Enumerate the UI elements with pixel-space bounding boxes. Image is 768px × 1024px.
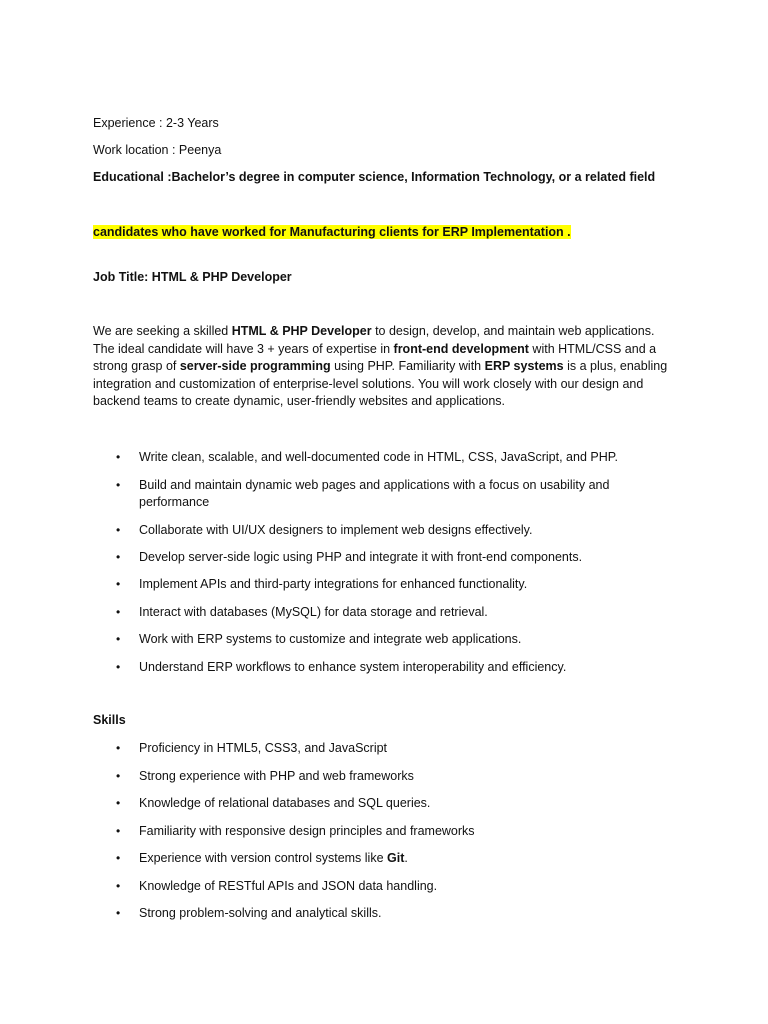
bullet-icon: • bbox=[116, 659, 121, 674]
educational-line: Educational :Bachelor’s degree in computer science, Information Technology, or a related field bbox=[93, 170, 656, 184]
intro-text: strong grasp of bbox=[93, 359, 180, 373]
skill-item-text bbox=[139, 879, 437, 893]
responsibility-item-text bbox=[139, 577, 527, 591]
skill-item-text bbox=[139, 769, 414, 783]
intro-text: The ideal candidate will have 3 + years of expertise in bbox=[93, 341, 394, 356]
skill-item bbox=[93, 740, 653, 758]
responsibility-item-text bbox=[139, 478, 609, 510]
skill-text: Proficiency in HTML5, CSS3, and JavaScript bbox=[139, 741, 388, 755]
bullet-icon: • bbox=[116, 450, 121, 464]
bullet-icon: • bbox=[116, 823, 121, 838]
highlight-note-line bbox=[93, 224, 571, 242]
bullet-icon: • bbox=[116, 741, 121, 755]
intro-text: using PHP. Familiarity with bbox=[330, 359, 485, 373]
work-location-line: Work location : Peenya bbox=[93, 143, 222, 157]
intro-bold-text: ERP systems bbox=[484, 359, 564, 373]
responsibility-text: Build and maintain dynamic web pages and applications with a focus on usability and performance bbox=[139, 477, 610, 509]
skill-text: Knowledge of relational databases and SQL queries. bbox=[139, 796, 431, 810]
intro-text: with HTML/CSS and a bbox=[528, 341, 657, 356]
bullet-icon: • bbox=[116, 577, 121, 591]
intro-bold-text: HTML & PHP Developer bbox=[231, 324, 372, 338]
responsibility-item bbox=[93, 549, 653, 567]
intro-line bbox=[93, 358, 683, 376]
responsibility-text: Interact with databases (MySQL) for data storage and retrieval. bbox=[139, 604, 488, 619]
skill-text: Strong problem-solving and analytical skills. bbox=[139, 905, 382, 920]
intro-line bbox=[93, 376, 683, 394]
responsibility-item-text bbox=[139, 632, 521, 646]
intro-bold-text: server-side programming bbox=[179, 359, 331, 373]
bullet-icon: • bbox=[116, 768, 121, 783]
bullet-icon: • bbox=[116, 522, 121, 537]
responsibility-item-text bbox=[139, 523, 532, 537]
skill-item bbox=[93, 795, 653, 813]
skill-item-text bbox=[139, 741, 387, 755]
highlighted-text: candidates who have worked for Manufacturing clients for ERP Implementation . bbox=[93, 225, 571, 239]
skill-item bbox=[93, 768, 653, 786]
skill-text: Strong experience with PHP and web frameworks bbox=[139, 768, 414, 783]
bullet-icon: • bbox=[116, 550, 121, 564]
skill-item bbox=[93, 905, 653, 923]
bullet-icon: • bbox=[116, 796, 121, 810]
skill-item-text bbox=[139, 851, 408, 865]
skill-bold-text: Git bbox=[387, 851, 405, 865]
intro-text: We are seeking a skilled bbox=[93, 324, 232, 338]
intro-text: backend teams to create dynamic, user-friendly websites and applications. bbox=[93, 394, 506, 408]
responsibility-item-text bbox=[139, 605, 488, 619]
responsibility-item bbox=[93, 522, 653, 540]
intro-line bbox=[93, 341, 683, 359]
responsibility-text: Understand ERP workflows to enhance system interoperability and efficiency. bbox=[139, 659, 567, 674]
intro-line bbox=[93, 323, 683, 341]
intro-text: integration and customization of enterprise-level solutions. You will work closely with our design and bbox=[93, 376, 644, 391]
skill-text: . bbox=[404, 851, 408, 865]
skill-text: Familiarity with responsive design principles and frameworks bbox=[139, 823, 475, 838]
intro-text: to design, develop, and maintain web applications. bbox=[371, 324, 655, 338]
job-title: Job Title: HTML & PHP Developer bbox=[93, 270, 292, 284]
bullet-icon: • bbox=[116, 851, 121, 865]
intro-bold-text: front-end development bbox=[393, 341, 529, 356]
intro-line bbox=[93, 393, 683, 411]
responsibility-text: Collaborate with UI/UX designers to implement web designs effectively. bbox=[139, 522, 533, 537]
responsibility-item bbox=[93, 631, 653, 649]
bullet-icon: • bbox=[116, 604, 121, 619]
bullet-icon: • bbox=[116, 905, 121, 920]
skill-item-text bbox=[139, 906, 381, 920]
skill-item-text bbox=[139, 796, 430, 810]
responsibility-item bbox=[93, 449, 653, 467]
responsibility-item bbox=[93, 604, 653, 622]
responsibility-text: Write clean, scalable, and well-documented code in HTML, CSS, JavaScript, and PHP. bbox=[139, 450, 618, 464]
skill-item bbox=[93, 823, 653, 841]
skills-list bbox=[93, 740, 653, 922]
bullet-icon: • bbox=[116, 477, 121, 492]
responsibility-text: Work with ERP systems to customize and integrate web applications. bbox=[139, 632, 522, 646]
responsibility-item-text bbox=[139, 550, 582, 564]
intro-text: is a plus, enabling bbox=[563, 359, 668, 373]
responsibility-item bbox=[93, 659, 653, 677]
skill-item-text bbox=[139, 824, 475, 838]
skill-text: Experience with version control systems like bbox=[139, 851, 388, 865]
bullet-icon: • bbox=[116, 632, 121, 646]
skill-item bbox=[93, 878, 653, 896]
skill-item bbox=[93, 850, 653, 868]
responsibilities-list bbox=[93, 449, 653, 676]
experience-line: Experience : 2-3 Years bbox=[93, 116, 219, 130]
responsibility-item-text bbox=[139, 660, 566, 674]
bullet-icon: • bbox=[116, 878, 121, 893]
skill-text: Knowledge of RESTful APIs and JSON data handling. bbox=[139, 878, 438, 893]
responsibility-text: Develop server-side logic using PHP and integrate it with front-end components. bbox=[139, 550, 583, 564]
responsibility-text: Implement APIs and third-party integrations for enhanced functionality. bbox=[139, 577, 528, 591]
responsibility-item-text bbox=[139, 450, 618, 464]
responsibility-item bbox=[93, 576, 653, 594]
responsibility-item bbox=[93, 477, 653, 512]
intro-paragraph bbox=[93, 323, 683, 411]
skills-heading: Skills bbox=[93, 713, 126, 727]
